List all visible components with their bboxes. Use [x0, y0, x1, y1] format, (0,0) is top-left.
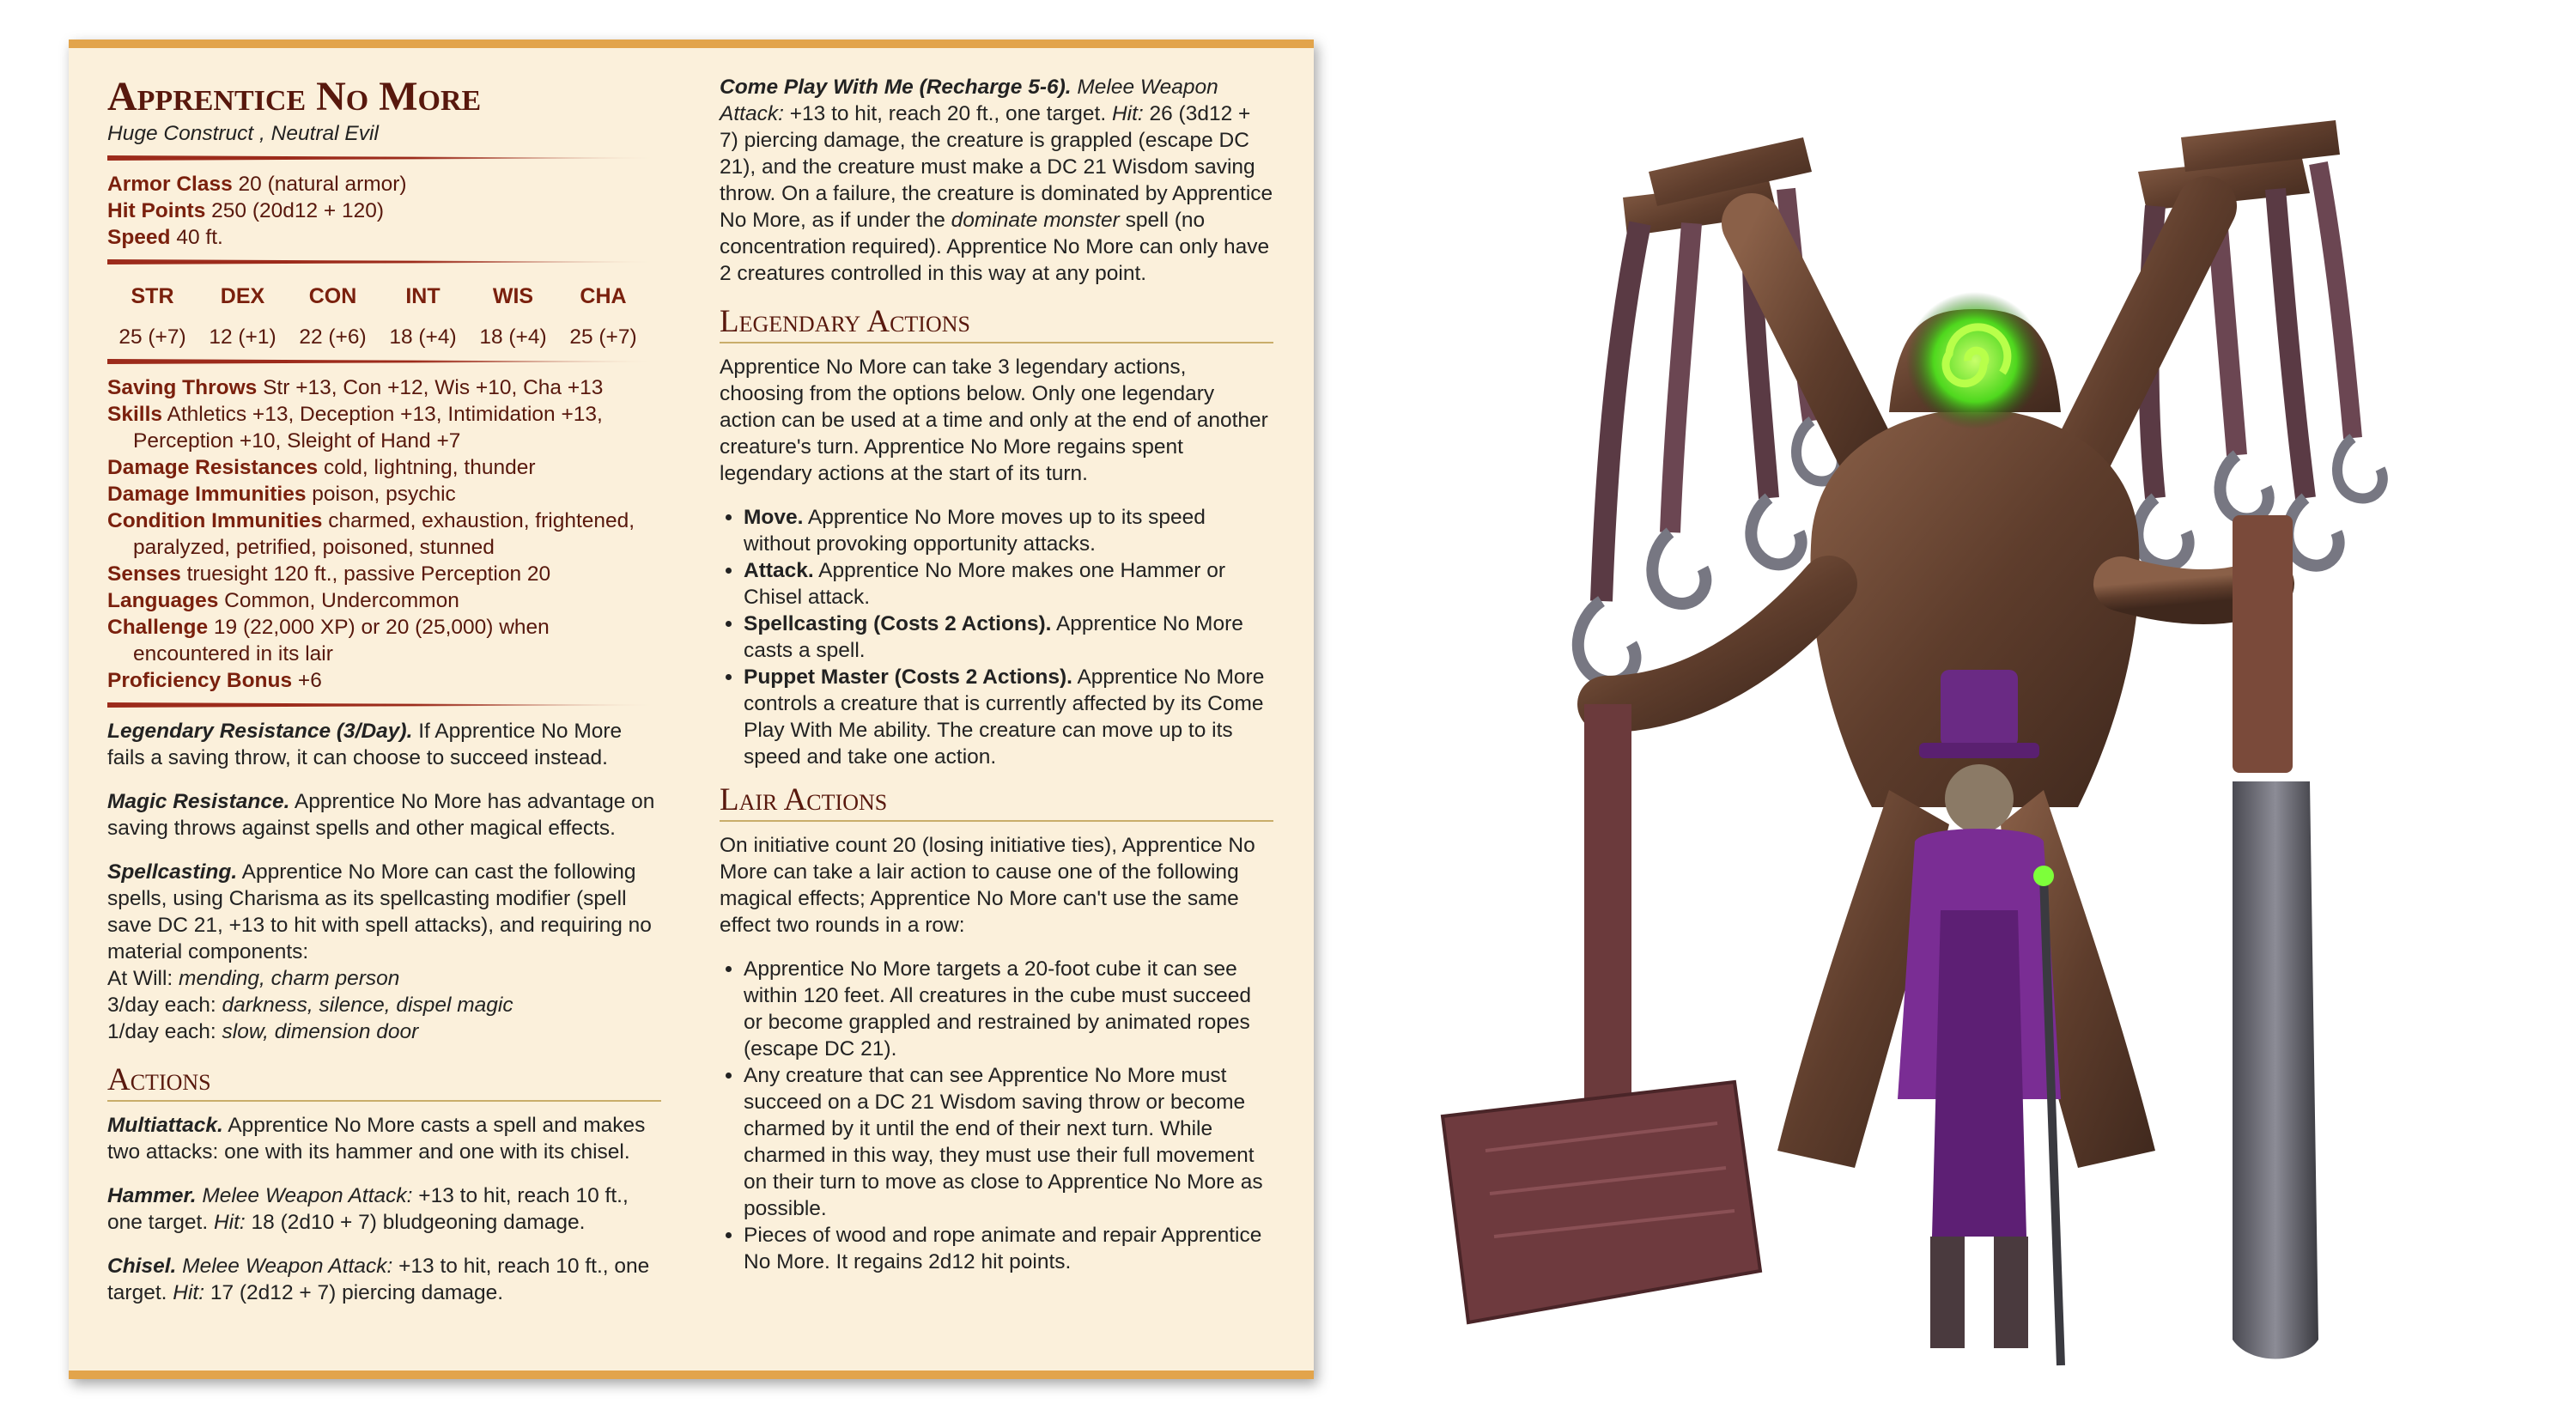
hit-points: Hit Points 250 (20d12 + 120) [107, 199, 385, 222]
damage-resistances: Damage Resistances cold, lightning, thunder [107, 456, 536, 479]
list-item: • Spellcasting (Costs 2 Actions). Apprentice No More casts a spell. [744, 611, 1273, 664]
lair-actions-intro: On initiative count 20 (losing initiative ties), Apprentice No More can take a lair action to cause one of the following magical effects; Apprentice No More can't use the same effect two rounds in a row: [720, 834, 1255, 937]
stat-block-page [69, 40, 1314, 1379]
list-item: • Move. Apprentice No More moves up to its speed without provoking opportunity attacks. [744, 504, 1273, 557]
list-item: • Apprentice No More targets a 20-foot cube it can see within 120 feet. All creatures in the cube must succeed or become grappled and restrained by animated ropes (escape DC 21). [744, 956, 1273, 1062]
ability-name: STR [131, 284, 174, 308]
ability-score: 18 (+4) [479, 325, 547, 349]
challenge: Challenge 19 (22,000 XP) or 20 (25,000) when encountered in its lair [107, 616, 550, 665]
lower-left-arm [1606, 584, 1829, 704]
list-item: • Any creature that can see Apprentice No More must succeed on a DC 21 Wisdom saving throw or become charmed by it until the end of their next turn. While charmed in this way, they must use their full movement on their turn to move as close to Apprentice No More as possible. [744, 1062, 1273, 1222]
proficiency-bonus: Proficiency Bonus +6 [107, 669, 322, 692]
ability-name: CON [308, 284, 357, 308]
hammer-icon [1443, 704, 1760, 1322]
damage-immunities: Damage Immunities poison, psychic [107, 483, 456, 506]
saving-throws: Saving Throws Str +13, Con +12, Wis +10, Cha +13 [107, 376, 604, 399]
senses: Senses truesight 120 ft., passive Perception 20 [107, 562, 551, 586]
ability-score: 25 (+7) [118, 325, 186, 349]
languages: Languages Common, Undercommon [107, 589, 459, 612]
ability-score: 18 (+4) [389, 325, 457, 349]
trait-legendary-resistance: Legendary Resistance (3/Day). If Apprentice No More fails a saving throw, it can choose to succeed instead. [107, 720, 623, 769]
trait-magic-resistance: Magic Resistance. Apprentice No More has advantage on saving throws against spells and other magical effects. [107, 790, 655, 840]
monster-name: Apprentice No More [107, 74, 482, 119]
tapered-rule [107, 359, 661, 364]
chisel-icon [2233, 515, 2318, 1359]
action-multiattack: Multiattack. Apprentice No More casts a spell and makes two attacks: one with its hammer and one with its chisel. [107, 1114, 646, 1164]
lair-actions-heading: Lair Actions [720, 782, 1273, 822]
stat-block-left-column [107, 74, 661, 1323]
stat-block-right-column [720, 74, 1273, 1285]
speed: Speed 40 ft. [107, 226, 223, 249]
ability-score: 22 (+6) [299, 325, 367, 349]
monster-illustration [1408, 52, 2559, 1391]
green-sigil-icon [1906, 292, 2044, 429]
legendary-actions-heading: Legendary Actions [720, 304, 1273, 343]
condition-immunities: Condition Immunities charmed, exhaustion, frightened, paralyzed, petrified, poisoned, stunned [107, 509, 635, 559]
monster-type: Huge Construct , Neutral Evil [107, 122, 379, 145]
ability-name: CHA [580, 284, 627, 308]
ability-score: 12 (+1) [209, 325, 276, 349]
ability-scores [107, 283, 648, 350]
tapered-rule [107, 702, 661, 708]
right-rope-frame [2137, 120, 2382, 566]
armor-class: Armor Class 20 (natural armor) [107, 173, 407, 196]
list-item: • Attack. Apprentice No More makes one Hammer or Chisel attack. [744, 557, 1273, 611]
tapered-rule [107, 259, 661, 264]
list-item: • Pieces of wood and rope animate and repair Apprentice No More. It regains 2d12 hit points. [744, 1222, 1273, 1275]
ability-name: WIS [492, 284, 534, 308]
legendary-actions-list [720, 504, 1273, 770]
tapered-rule [107, 155, 661, 161]
list-item: • Puppet Master (Costs 2 Actions). Apprentice No More controls a creature that is currently affected by its Come Play With Me ability. The creature can move up to its speed and take one action. [744, 664, 1273, 770]
legendary-actions-intro: Apprentice No More can take 3 legendary actions, choosing from the options below. Only one legendary action can be used at a time and only at the end of another creature's turn. Apprentice No More regains spent legendary actions at the start of its turn. [720, 356, 1268, 485]
lair-actions-list [720, 956, 1273, 1275]
action-chisel: Chisel. Melee Weapon Attack: +13 to hit, reach 10 ft., one target. Hit: 17 (2d12 + 7) piercing damage. [107, 1255, 650, 1304]
trait-spellcasting: Spellcasting. Apprentice No More can cast the following spells, using Charisma as its spellcasting modifier (spell save DC 21, +13 to hit with spell attacks), and requiring no material components: At Will: mending, charm person 3/day each: darkness, silence, dispel magic 1/day each: slow, dimension door [107, 860, 652, 1043]
ability-score: 25 (+7) [569, 325, 637, 349]
skills: Skills Athletics +13, Deception +13, Intimidation +13, Perception +10, Sleight of Hand +7 [107, 403, 603, 453]
action-come-play-with-me: Come Play With Me (Recharge 5-6). Melee Weapon Attack: +13 to hit, reach 20 ft., one target. Hit: 26 (3d12 + 7) piercing damage, the creature is grappled (escape DC 21), and the creature must make a DC 21 Wisdom saving throw. On a failure, the creature is dominated by Apprentice No More, as if under the dominate monster spell (no concentration required). Apprentice No More can only have 2 creatures controlled in this way at any point. [720, 76, 1273, 285]
action-hammer: Hammer. Melee Weapon Attack: +13 to hit, reach 10 ft., one target. Hit: 18 (2d10 + 7) bludgeoning damage. [107, 1184, 629, 1234]
ability-name: INT [405, 284, 440, 308]
ability-name: DEX [220, 284, 265, 308]
actions-heading: Actions [107, 1062, 661, 1102]
